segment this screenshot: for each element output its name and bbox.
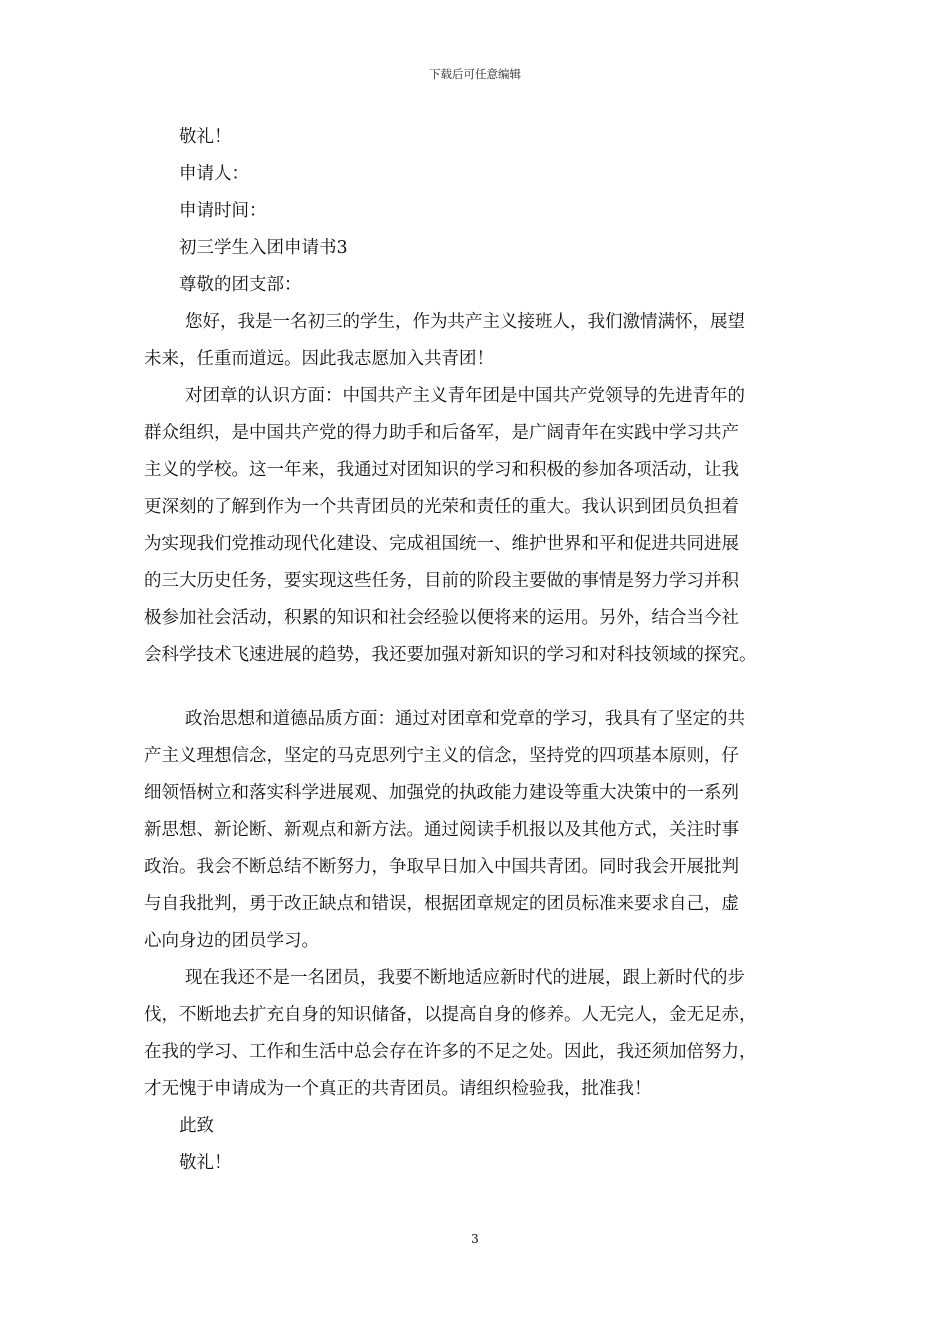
paragraph-line: 政治思想和道德品质方面：通过对团章和党章的学习，我具有了坚定的共 xyxy=(185,709,745,729)
date-line: 申请时间： xyxy=(179,201,267,221)
paragraph-line: 新思想、新论断、新观点和新方法。通过阅读手机报以及其他方式，关注时事 xyxy=(144,820,739,840)
paragraph-line: 才无愧于申请成为一个真正的共青团员。请组织检验我，批准我！ xyxy=(144,1079,652,1099)
paragraph-line: 的三大历史任务，要实现这些任务，目前的阶段主要做的事情是努力学习并积 xyxy=(144,571,739,591)
document-body xyxy=(144,119,816,1182)
page-header: 下载后可任意编辑 xyxy=(429,67,521,81)
section-title: 初三学生入团申请书3 xyxy=(179,238,348,258)
paragraph-line: 政治。我会不断总结不断努力，争取早日加入中国共青团。同时我会开展批判 xyxy=(144,857,739,877)
greeting-line: 尊敬的团支部： xyxy=(179,275,302,295)
closing-line: 此致 xyxy=(179,1116,214,1136)
paragraph-line: 您好，我是一名初三的学生，作为共产主义接班人，我们激情满怀，展望 xyxy=(185,312,745,332)
paragraph-line: 伐，不断地去扩充自身的知识储备，以提高自身的修养。人无完人，金无足赤， xyxy=(144,1005,757,1025)
paragraph-gap xyxy=(144,674,816,701)
paragraph-line: 与自我批判，勇于改正缺点和错误，根据团章规定的团员标准来要求自己，虚 xyxy=(144,894,739,914)
paragraph-line: 在我的学习、工作和生活中总会存在许多的不足之处。因此，我还须加倍努力， xyxy=(144,1042,757,1062)
paragraph-line: 会科学技术飞速进展的趋势，我还要加强对新知识的学习和对科技领域的探究。 xyxy=(144,645,757,665)
applicant-line: 申请人： xyxy=(179,164,249,184)
salutation-line: 敬礼！ xyxy=(179,127,232,147)
paragraph-line: 群众组织，是中国共产党的得力助手和后备军，是广阔青年在实践中学习共产 xyxy=(144,423,739,443)
closing-line: 敬礼！ xyxy=(179,1153,232,1173)
paragraph-line: 现在我还不是一名团员，我要不断地适应新时代的进展，跟上新时代的步 xyxy=(185,968,745,988)
paragraph-line: 更深刻的了解到作为一个共青团员的光荣和责任的重大。我认识到团员负担着 xyxy=(144,497,739,517)
paragraph-line: 细领悟树立和落实科学进展观、加强党的执政能力建设等重大决策中的一系列 xyxy=(144,783,739,803)
paragraph-line: 主义的学校。这一年来，我通过对团知识的学习和积极的参加各项活动，让我 xyxy=(144,460,739,480)
page-number: 3 xyxy=(471,1232,479,1246)
paragraph-line: 产主义理想信念，坚定的马克思列宁主义的信念，坚持党的四项基本原则，仔 xyxy=(144,746,739,766)
paragraph-line: 未来，任重而道远。因此我志愿加入共青团！ xyxy=(144,349,494,369)
paragraph-line: 心向身边的团员学习。 xyxy=(144,931,319,951)
paragraph-line: 为实现我们党推动现代化建设、完成祖国统一、维护世界和平和促进共同进展 xyxy=(144,534,739,554)
paragraph-line: 极参加社会活动，积累的知识和社会经验以便将来的运用。另外，结合当今社 xyxy=(144,608,739,628)
paragraph-line: 对团章的认识方面：中国共产主义青年团是中国共产党领导的先进青年的 xyxy=(185,386,745,406)
